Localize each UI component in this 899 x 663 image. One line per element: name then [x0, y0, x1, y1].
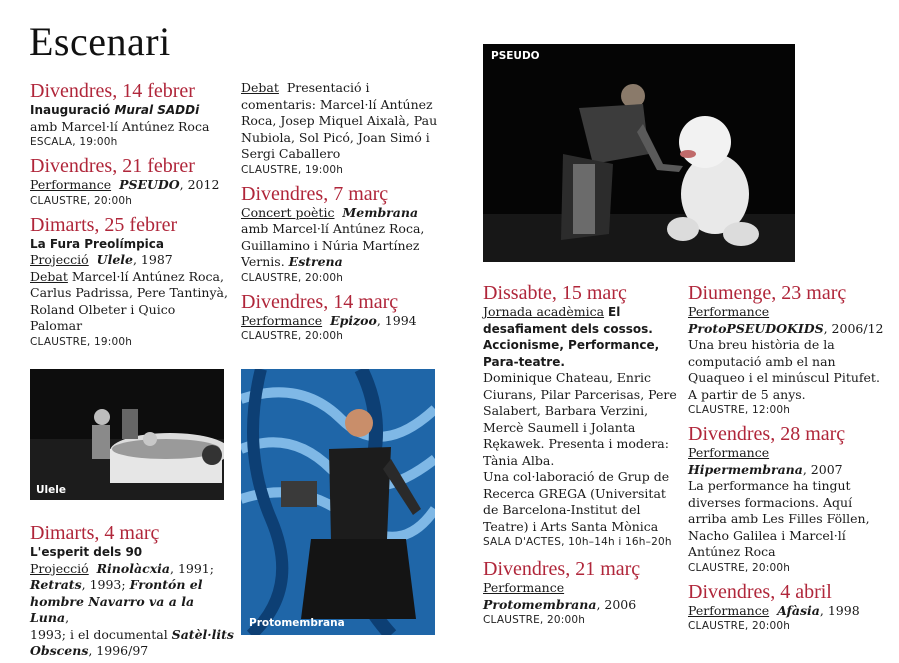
event-type: Debat	[241, 80, 279, 95]
event-type: Concert poètic	[241, 204, 335, 220]
event-title: Inauguració	[30, 103, 115, 117]
event-line: Nacho Galilea i Marcel·lí	[688, 527, 846, 543]
event-date: Divendres, 14 febrer	[30, 80, 195, 102]
event-type: Performance	[241, 312, 323, 328]
event-type: Projecció	[30, 560, 89, 576]
event-line: Roland Olbeter i Quico	[30, 301, 176, 317]
event-21-marc	[483, 558, 681, 628]
event-line: Teatre) i Arts Santa Mònica	[483, 518, 659, 534]
event-line: La performance ha tingut	[688, 478, 851, 493]
work-year: , 2012	[179, 177, 220, 192]
event-line: Presentació i	[286, 80, 370, 95]
event-date: Divendres, 14 març	[241, 290, 399, 313]
work-year: , 1994	[376, 312, 417, 328]
event-venue: CLAUSTRE, 19:00h	[30, 335, 133, 348]
event-title: Accionisme, Performance,	[483, 338, 660, 352]
work-year: , 1993;	[81, 577, 130, 592]
event-title: desafiament dels cossos.	[483, 321, 653, 336]
event-venue: CLAUSTRE, 20:00h	[483, 614, 586, 626]
page-title: Escenari	[29, 19, 171, 64]
event-type: Jornada acadèmica	[483, 304, 605, 319]
event-venue: SALA D'ACTES, 10h–14h i 16h–20h	[483, 536, 672, 548]
event-line: Palomar	[30, 318, 83, 333]
event-14-febrer	[30, 80, 230, 150]
event-line: A partir de 5 anys.	[688, 386, 806, 402]
event-line: Salabert, Barbara Verzini,	[483, 403, 649, 418]
work-title: Afàsia	[777, 602, 820, 618]
work-title: Retrats	[30, 577, 82, 592]
work-title: ProtoPSEUDOKIDS	[688, 320, 824, 336]
event-line: computació amb el nan	[688, 353, 836, 369]
event-line: Una breu història de la	[688, 337, 835, 352]
event-type: Debat	[30, 268, 68, 284]
event-venue: ESCALA, 19:00h	[30, 136, 118, 148]
event-date: Dimarts, 25 febrer	[30, 213, 178, 236]
pseudo-image	[483, 44, 795, 262]
event-7-marc	[241, 183, 451, 286]
photo-ulele	[30, 369, 224, 500]
event-line: Sergi Caballero	[241, 146, 341, 161]
event-line: Vernis.	[241, 254, 289, 269]
event-21-febrer	[30, 155, 230, 209]
event-25-febrer	[30, 214, 230, 350]
work-year: , 2007	[802, 461, 843, 477]
column-3	[483, 282, 681, 633]
event-type: Performance	[688, 304, 770, 319]
event-type: Performance	[688, 602, 770, 618]
event-venue: CLAUSTRE, 20:00h	[30, 194, 133, 207]
event-line: Dominique Chateau, Enric	[483, 370, 651, 385]
event-venue: CLAUSTRE, 12:00h	[688, 404, 791, 416]
event-line: Rękawek. Presenta i modera:	[483, 436, 669, 451]
work-title: Frontón el	[129, 577, 203, 592]
work-title: Ulele	[96, 252, 133, 267]
event-28-marc	[688, 423, 893, 576]
event-line: Antúnez Roca	[688, 544, 776, 559]
event-line: Mercè Saumell i Jolanta	[483, 419, 636, 435]
work-title: Membrana	[342, 204, 419, 220]
column-1	[30, 80, 230, 355]
event-line: de Barcelona-Institut del	[483, 502, 641, 517]
event-subtitle: L'esperit dels 90	[30, 545, 143, 559]
work-year: , 1987	[132, 252, 173, 267]
event-23-marc	[688, 282, 893, 418]
column-4	[688, 282, 893, 639]
photo-caption: PSEUDO	[491, 50, 540, 62]
event-line: Marcel·lí Antúnez Roca,	[71, 268, 224, 284]
photo-caption: Ulele	[36, 484, 66, 496]
work-year: , 1991;	[170, 560, 214, 576]
work-title: Obscens	[30, 643, 89, 658]
work-title: Hipermembrana	[688, 461, 803, 477]
event-line: diverses formacions. Aquí	[688, 494, 853, 510]
event-line: 1993; i el documental	[30, 626, 172, 642]
work-title: Protomembrana	[483, 596, 597, 612]
event-debat	[241, 80, 451, 178]
event-line: arriba amb Les Filles Föllen,	[688, 511, 870, 526]
event-date: Divendres, 28 març	[688, 423, 846, 445]
protomembrana-image	[241, 369, 435, 635]
event-line: Ciurans, Pilar Parcerisas, Pere	[483, 386, 677, 402]
event-line: Carlus Padrissa, Pere Tantinyà,	[30, 285, 228, 300]
event-date: Divendres, 21 febrer	[30, 155, 195, 177]
event-date: Diumenge, 23 març	[688, 282, 847, 304]
work-title: Epizoo	[330, 312, 377, 328]
event-venue: CLAUSTRE, 19:00h	[241, 163, 344, 176]
photo-pseudo	[483, 44, 795, 262]
event-date: Dissabte, 15 març	[483, 282, 627, 304]
work-year: , 2006	[596, 596, 637, 612]
event-date: Divendres, 7 març	[241, 182, 389, 205]
ulele-image	[30, 369, 224, 500]
column-2	[241, 80, 451, 349]
event-type: Performance	[688, 445, 770, 460]
event-title: Para-teatre.	[483, 354, 565, 369]
work-title: PSEUDO	[119, 177, 180, 192]
event-venue: CLAUSTRE, 20:00h	[688, 561, 791, 574]
event-14-marc	[241, 291, 451, 345]
premiere-label: Estrena	[288, 254, 343, 269]
event-venue: CLAUSTRE, 20:00h	[688, 620, 791, 632]
work-year: , 1998	[819, 602, 860, 618]
event-type: Performance	[30, 177, 112, 192]
photo-protomembrana	[241, 369, 435, 635]
event-line: Recerca GREGA (Universitat	[483, 485, 666, 501]
event-line: Tània Alba.	[483, 452, 555, 468]
work-year: , 2006/12	[823, 320, 884, 336]
event-line: Guillamino i Núria Martínez	[241, 237, 420, 253]
work-title: Satèl·lits	[171, 626, 234, 642]
event-type: Projecció	[30, 252, 89, 267]
event-line: Una col·laboració de Grup de	[483, 469, 670, 484]
event-15-marc	[483, 282, 681, 550]
event-4-marc	[30, 522, 235, 660]
event-line: Quaqueo i el minúscul Pitufet.	[688, 370, 880, 385]
photo-caption: Protomembrana	[249, 617, 345, 629]
event-date: Divendres, 21 març	[483, 558, 641, 580]
event-subtitle: La Fura Preolímpica	[30, 236, 164, 251]
event-venue: CLAUSTRE, 20:00h	[241, 271, 344, 284]
event-line: amb Marcel·lí Antúnez Roca	[30, 118, 210, 134]
event-line: amb Marcel·lí Antúnez Roca,	[241, 221, 425, 236]
event-date: Divendres, 4 abril	[688, 580, 832, 603]
event-line: Nubiola, Sol Picó, Joan Simó i	[241, 129, 430, 145]
event-venue: CLAUSTRE, 20:00h	[241, 330, 344, 342]
event-line: Roca, Josep Miquel Aixalà, Pau	[241, 113, 438, 128]
work-year: ,	[65, 610, 70, 625]
event-line: comentaris: Marcel·lí Antúnez	[241, 96, 433, 112]
event-4-abril	[688, 581, 893, 635]
event-date: Dimarts, 4 març	[30, 522, 160, 544]
event-type: Performance	[483, 580, 565, 595]
work-title: Rinolàcxia	[96, 560, 170, 576]
event-title: El	[608, 305, 621, 319]
work-year: , 1996/97	[88, 643, 149, 658]
work-title: hombre Navarro va a la Luna	[30, 593, 195, 625]
work-title: Mural SADDi	[114, 103, 200, 117]
